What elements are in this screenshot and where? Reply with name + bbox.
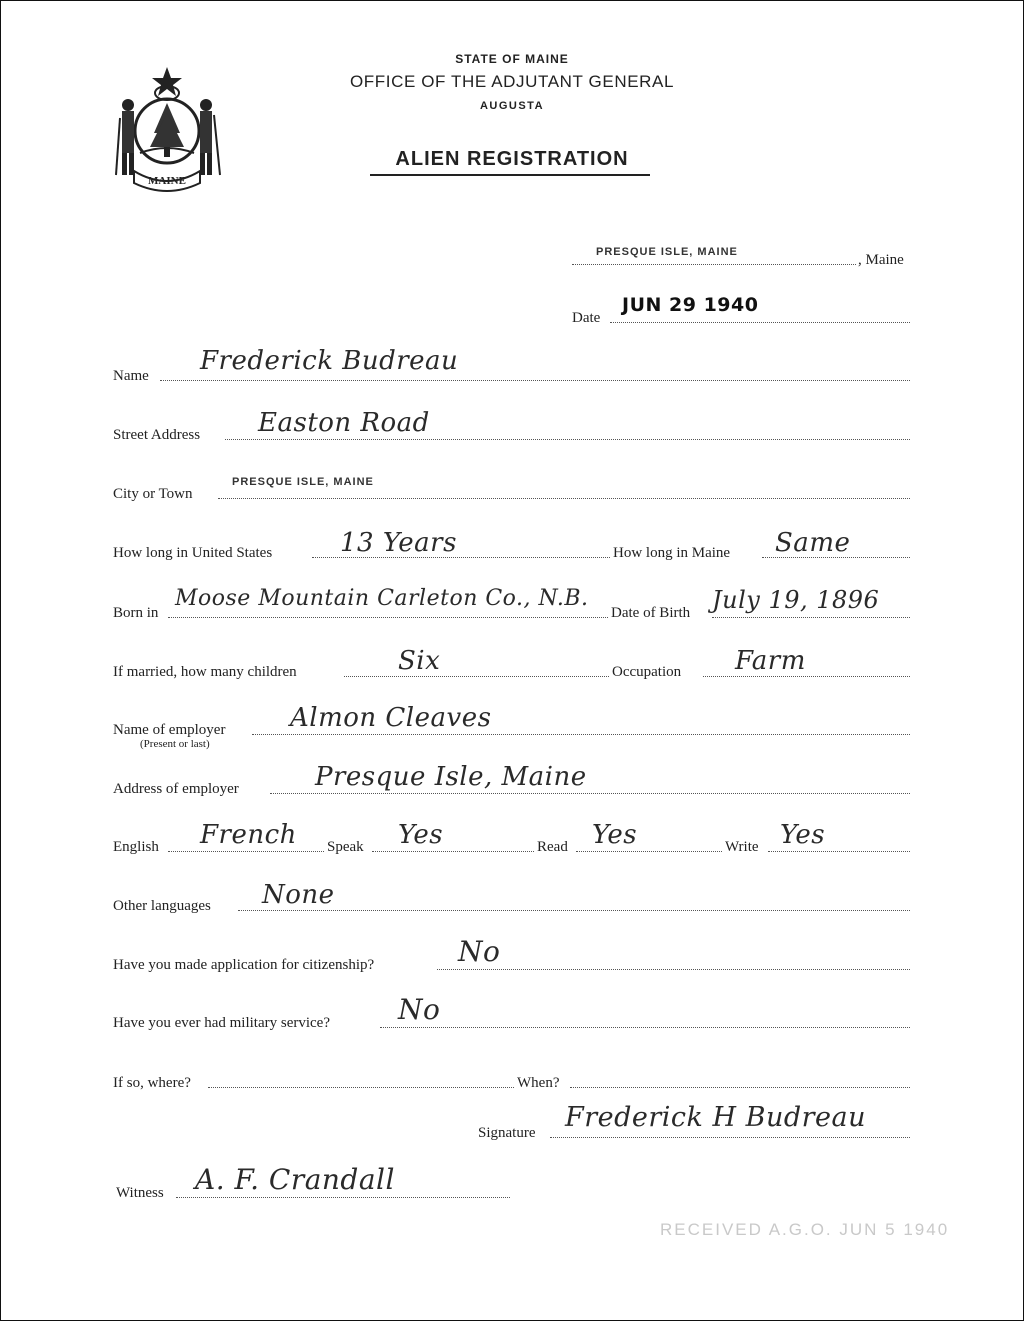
witness-line [176, 1197, 510, 1198]
header-city: AUGUSTA [479, 100, 545, 112]
read-value: Yes [592, 820, 638, 850]
received-stamp: RECEIVED A.G.O. JUN 5 1940 [660, 1220, 950, 1239]
dob-value: July 19, 1896 [712, 586, 880, 614]
city-label: City or Town [113, 486, 193, 502]
occupation-value: Farm [735, 646, 806, 676]
occupation-line [703, 676, 910, 677]
how-long-maine-label: How long in Maine [613, 545, 731, 561]
city-line [218, 498, 910, 499]
employer-address-label: Address of employer [113, 781, 239, 797]
signature-line [550, 1137, 910, 1138]
date-stamp: JUN 29 1940 [622, 294, 759, 316]
seal-banner-text: MAINE [148, 175, 186, 187]
english-label: English [113, 839, 159, 855]
employer-name-sublabel: (Present or last) [140, 738, 210, 750]
children-value: Six [398, 646, 441, 676]
speak-line [372, 851, 534, 852]
when-label: When? [517, 1075, 560, 1091]
employer-address-value: Presque Isle, Maine [315, 762, 587, 792]
employer-name-value: Almon Cleaves [290, 703, 492, 733]
citizenship-value: No [458, 935, 501, 968]
name-line [160, 380, 910, 381]
dob-label: Date of Birth [611, 605, 691, 621]
read-label: Read [537, 839, 568, 855]
military-label: Have you ever had military service? [113, 1015, 330, 1031]
witness-value: A. F. Crandall [195, 1163, 395, 1196]
place-stamp: PRESQUE ISLE, MAINE [596, 246, 738, 258]
header-office: OFFICE OF THE ADJUTANT GENERAL [349, 72, 675, 91]
occupation-label: Occupation [612, 664, 682, 680]
how-long-maine-value: Same [775, 528, 851, 558]
signature-value: Frederick H Budreau [565, 1102, 867, 1133]
employer-name-label: Name of employer [113, 722, 226, 738]
born-in-line [168, 617, 608, 618]
speak-label: Speak [327, 839, 364, 855]
children-label: If married, how many children [113, 664, 297, 680]
military-line [380, 1027, 910, 1028]
other-languages-value: None [262, 880, 335, 910]
employer-name-line [252, 734, 910, 735]
other-languages-label: Other languages [113, 898, 211, 914]
dob-line [712, 617, 910, 618]
citizenship-label: Have you made application for citizenship? [113, 957, 375, 973]
other-languages-line [238, 910, 910, 911]
children-line [344, 676, 609, 677]
write-label: Write [725, 839, 759, 855]
title-underline [370, 174, 650, 176]
date-line [610, 322, 910, 323]
place-suffix: , Maine [858, 252, 904, 268]
witness-label: Witness [116, 1185, 164, 1201]
military-value: No [398, 993, 441, 1026]
english-value: French [200, 820, 297, 850]
how-long-us-label: How long in United States [113, 545, 273, 561]
where-line [208, 1087, 514, 1088]
signature-label: Signature [478, 1125, 536, 1141]
name-label: Name [113, 368, 149, 384]
when-line [570, 1087, 910, 1088]
name-value: Frederick Budreau [200, 346, 459, 376]
date-label: Date [572, 310, 601, 326]
read-line [576, 851, 722, 852]
header-state: STATE OF MAINE [455, 52, 569, 66]
employer-address-line [270, 793, 910, 794]
where-label: If so, where? [113, 1075, 191, 1091]
write-value: Yes [780, 820, 826, 850]
street-label: Street Address [113, 427, 201, 443]
page-title: ALIEN REGISTRATION [395, 148, 629, 170]
street-line [225, 439, 910, 440]
how-long-us-value: 13 Years [340, 528, 457, 558]
english-line [168, 851, 324, 852]
write-line [768, 851, 910, 852]
place-line [572, 264, 856, 265]
born-in-label: Born in [113, 605, 159, 621]
street-value: Easton Road [258, 408, 430, 438]
citizenship-line [437, 969, 910, 970]
born-in-value: Moose Mountain Carleton Co., N.B. [175, 586, 589, 611]
city-value: PRESQUE ISLE, MAINE [232, 476, 374, 488]
speak-value: Yes [398, 820, 444, 850]
